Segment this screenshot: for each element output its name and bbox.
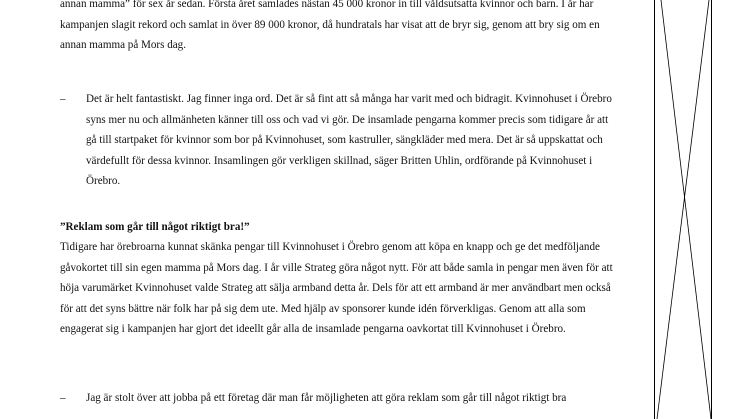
quote-text: Det är helt fantastiskt. Jag finner inga ord. Det är så fint att så många har varit med och bidragit. Kvinnohuset i Örebro syns mer nu och allmänheten känner till oss och vad vi gör. De insamlade pengarna kommer precis som tidigare år att gå till startpaket för kvinnor som bor på Kvinnohuset, som kastruller, sängkläder med mera. Det är så uppskattat och värdefullt för dessa kvinnor. Insamlingen gör verkligen skillnad, säger Britten Uhlin, ordförande på Kvinnohuset i Örebro. [86,93,612,187]
quote-dash: – [60,392,66,404]
quote-dash: – [60,93,66,105]
article-paragraph-2: Tidigare har örebroarna kunnat skänka pengar till Kvinnohuset i Örebro genom att köpa en knapp och ge det medföljande gåvokortet till sin egen mamma på Mors dag. I år ville Strateg göra något nytt. För att både samla in pengar men även för att höja varumärket Kvinnohuset valde Strateg att sälja armband detta år. Dels för att ett armband är mer användbart men också för att det syns bättre när folk har på sig dem ute. Med hjälp av sponsorer kunde idén förverkligas. Genom att alla som engagerat sig i kampanjen har gjort det ideellt går alla de insamlade pengarna oavkortat till Kvinnohuset i Örebro. [60,241,613,335]
quote-text: Jag är stolt över att jobba på ett företag där man får möjligheten att göra reklam som går till något riktigt bra [86,392,567,404]
image-placeholder-cross-icon [655,0,713,419]
image-placeholder-frame [654,0,712,419]
section-heading: ”Reklam som går till något riktigt bra!” [60,221,250,233]
quote-block-2 [60,388,620,409]
article-paragraph-intro: annan mamma” för sex år sedan. Första året samlades nästan 45 000 kronor in till våldsutsatta kvinnor och barn. I år har kampanjen slagit rekord och samlat in över 89 000 kronor, då hundratals har visat att de bryr sig, genom att bry sig om en annan mamma på Mors dag. [60,0,600,51]
quote-block-1 [60,89,620,192]
